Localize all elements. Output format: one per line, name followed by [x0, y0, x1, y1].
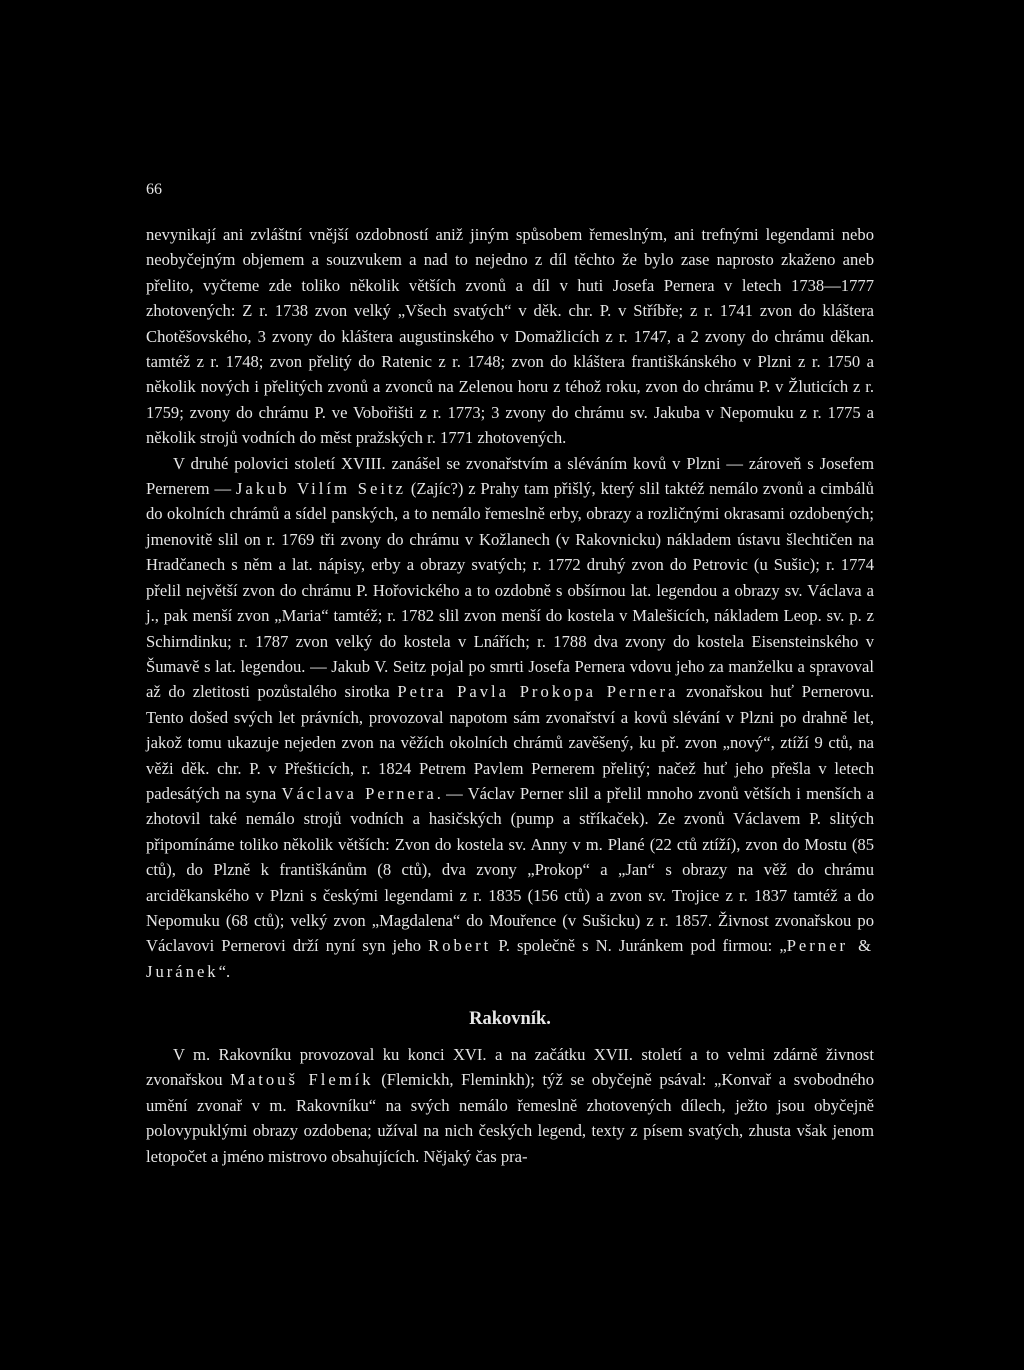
text-run: P. společně s N. Juránkem pod firmou: „ — [491, 936, 787, 956]
text-run: (Zajíc?) z Prahy tam přišlý, který slil taktéž nemálo zvonů a cimbálů do okolních chrámů a sídel panských, a to nemálo řemeslně erby, obrazy a rozličnými okrasami ozdobených; jmenovitě slil on r. 1769 tři zvony do chrámu v Kožlanech (v Rakovnicku) nákladem ústavu šlechtičen na Hradčanech s něm a lat. nápisy, erby a obrazy svatých; r. 1772 druhý zvon do Petrovic (u Sušic); r. 1774 přelil největší zvon do chrámu P. Hořovického a to ozdobně s obšírnou lat. legendou a obrazy sv. Václava a j., pak menší zvon „Maria“ tamtéž; r. 1782 slil zvon menší do kostela v Malešicích, nákladem Leop. sv. p. z Schirndinku; r. 1787 zvon velký do kostela v Lnářích; r. 1788 dva zvony do kostela Eisensteinského v Šumavě s lat. legendou. — Jakub V. Seitz pojal po smrti Josefa Pernera vdovu jeho za manželku a spravoval až do zletitosti pozůstalého sirotka — [146, 479, 874, 702]
spaced-name-vaclav: Václava Pernera — [281, 783, 437, 803]
text-run: (Flemickh, Fleminkh); týž se obyčejně psával: „Konvař a svobodného umění zvonař v m. Rakovníku“ na svých nemálo řemeslně zhotovených dílech, ježto jsou obyčejně polovypuklými obrazy ozdobena; užíval na nich českých legend, texty z písem svatých, zhusta však jenom letopočet a jméno mistrovo obsahujících. Nějaký čas pra- — [146, 1070, 874, 1166]
spaced-name-seitz: Jakub Vilím Seitz — [235, 479, 406, 499]
body-text-section-1 — [146, 222, 874, 984]
text-run: V druhé polovici století XVIII. zanášel se zvonařstvím a sléváním kovů v Plzni — zároveň s Josefem Pernerem — — [146, 453, 874, 499]
paragraph-flemik — [146, 1042, 874, 1169]
text-run: “. — [218, 961, 231, 981]
spaced-name-petr-pavel: Petra Pavla Prokopa Pernera — [397, 682, 679, 702]
spaced-name-robert: Robert — [428, 936, 492, 956]
text-run: V m. Rakovníku provozoval ku konci XVI. a na začátku XVII. století a to velmi zdárně živnost zvonařskou — [146, 1045, 874, 1090]
page-number: 66 — [146, 181, 162, 198]
paragraph-seitz — [146, 451, 874, 985]
text-run: zvonařskou huť Pernerovu. Tento došed svých let právních, provozoval napotom sám zvonařství a kovů slévání v Plzni po drahně let, jakož tomu ukazuje nejeden zvon na věžích okolních chrámů zavěšený, ku př. zvon „nový“, ztíží 9 ctů, na věži děk. chr. P. v Přešticích, r. 1824 Petrem Pavlem Pernerem přelitý; načež huť jeho přešla v letech padesátých na syna — [146, 682, 874, 803]
spaced-name-flemik: Matouš Flemík — [230, 1070, 374, 1090]
section-heading-rakovnik: Rakovník. — [469, 1009, 551, 1029]
spaced-firm-name: Perner & Juránek — [146, 936, 874, 981]
body-text-section-2 — [146, 1042, 874, 1169]
text-run: . — Václav Perner slil a přelil mnoho zvonů větších i menších a zhotovil také nemálo strojů vodních a hasičských (pump a stříkaček). Ze zvonů Václavem P. slitých připomínáme toliko několik větších: Zvon do kostela sv. Anny v m. Plané (22 ctů ztíží), zvon do Mostu (85 ctů), do Plzně k františkánům (8 ctů), dva zvony „Prokop“ a „Jan“ s obrazy na věž do chrámu arciděkanského v Plzni s českými legendami z r. 1835 (156 ctů) a zvon sv. Trojice z r. 1837 tamtéž a do Nepomuku (68 ctů); velký zvon „Magdalena“ do Mouřence (v Sušicku) z r. 1857. Živnost zvonařskou po Václavovi Pernerovi drží nyní syn jeho — [146, 783, 874, 956]
paragraph-bells-list: nevynikají ani zvláštní vnější ozdobností aniž jiným spůsobem řemeslným, ani trefnými legendami nebo neobyčejným objemem a souzvukem a nad to nejedno z díl těchto že bylo zase naprosto zkaženo aneb přelito, vyčteme zde toliko několik větších zvonů a díl v huti Josefa Pernera v letech 1738—1777 zhotovených: Z r. 1738 zvon velký „Všech svatých“ v děk. chr. P. v Stříbře; z r. 1741 zvon do kláštera Chotěšovského, 3 zvony do kláštera augustinského v Domažlicích z r. 1747, a 2 zvony do chrámu děkan. tamtéž z r. 1748; zvon přelitý do Ratenic z r. 1748; zvon do kláštera františkánského v Plzni z r. 1750 a několik nových i přelitých zvonů a zvonců na Zelenou horu z téhož roku, zvon do chrámu P. v Žluticích z r. 1759; zvony do chrámu P. ve Vobořišti z r. 1773; 3 zvony do chrámu sv. Jakuba v Nepomuku z r. 1775 a několik strojů vodních do měst pražských r. 1771 zhotovených. — [146, 225, 874, 448]
